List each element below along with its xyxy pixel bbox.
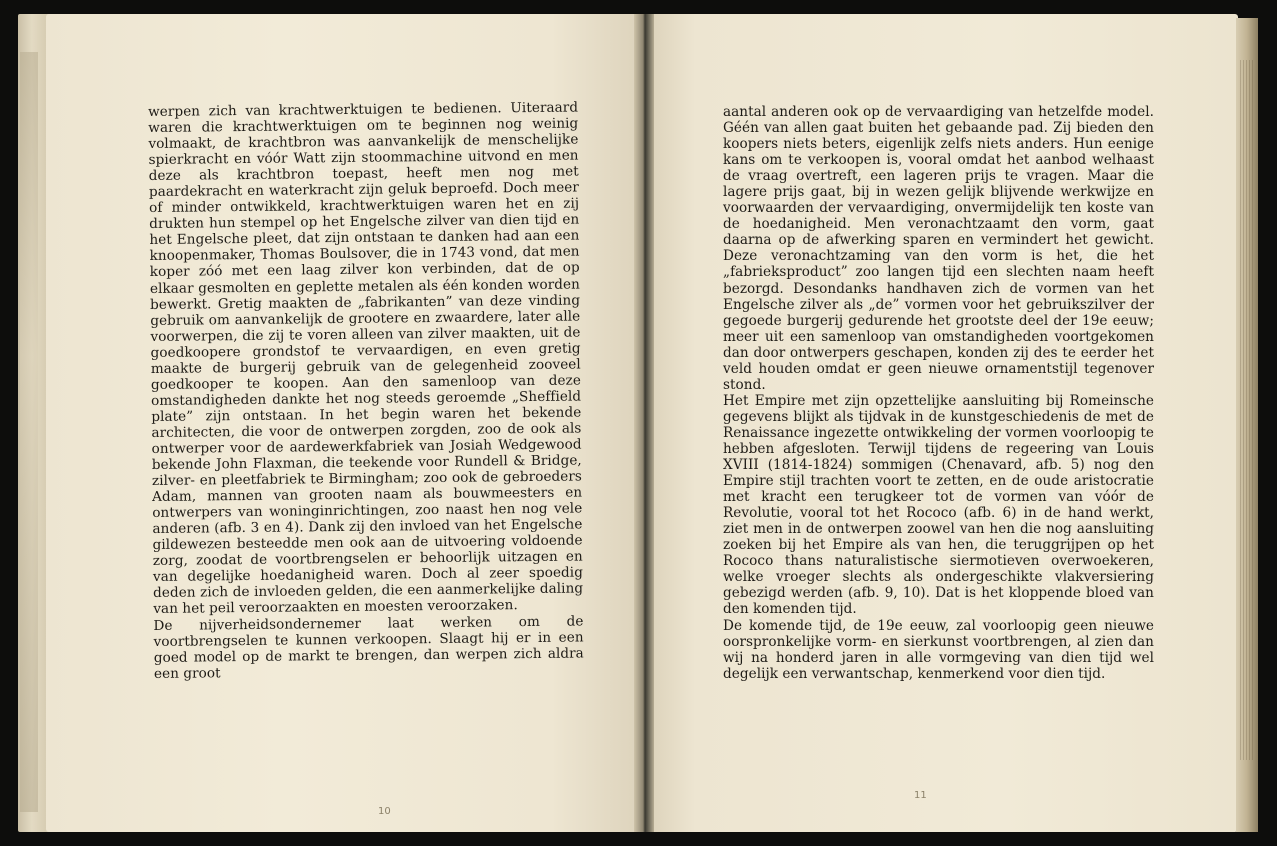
right-paragraph-2: Het Empire met zijn opzettelijke aansluiting bij Romeinsche gegevens blijkt als tijdvak in de kunstgeschiedenis de met de Renaissance ingezette ontwikkeling der vormen voorloopig te hebben afgesloten. Terwijl tijdens de regeering van Louis XVIII (1814-1824) sommigen (Chenavard, afb. 5) nog den Empire stijl trachten voort te zetten, en de oude aristocratie met kracht een terugkeer tot de vormen van vóór de Revolutie, vooral tot het Rococo (afb. 6) in de hand werkt, ziet men in de ontwerpen zoowel van hen die nog aansluiting zoeken bij het Empire als van hen, die teruggrijpen op het Rococo thans naturalistische siermotieven overwoekeren, welke vroeger slechts als ondergeschikte vlakversiering gebezigd werden (afb. 9, 10). Dat is het kloppende bloed van den komenden tijd. bbox=[723, 392, 1154, 618]
right-page-text bbox=[723, 104, 1154, 682]
page-stack-right bbox=[1240, 60, 1254, 760]
book-gutter bbox=[634, 14, 654, 832]
page-stack-left bbox=[20, 52, 38, 812]
right-paragraph-1: aantal anderen ook op de vervaardiging van hetzelfde model. Géén van allen gaat buiten het gebaande pad. Zij bieden den koopers niets beters, eigenlijk zelfs niets anders. Hun eenige kans om te verkoopen is, vooral omdat het aanbod welhaast de vraag overtreft, een lageren prijs te vragen. Maar die lagere prijs gaat, bij in wezen gelijk blijvende werkwijze en voorwaarden der vervaardiging, onvermijdelijk ten koste van de hoedanigheid. Men veronachtzaamt den vorm, gaat daarna op de afwerking sparen en vermindert het gewicht. Deze veronachtzaming van den vorm is het, die het „fabrieksproduct” zoo langen tijd een slechten naam heeft bezorgd. Desondanks handhaven zich de vormen van het Engelsche zilver als „de” vormen voor het gebruikszilver der gegoede burgerij gedurende het grootste deel der 19e eeuw; meer uit een samenloop van omstandigheden voortgekomen dan door ontwerpers geschapen, konden zij des te eerder het veld houden omdat er geen nieuwe ornamentstijl tegenover stond. bbox=[723, 104, 1154, 393]
left-page-text bbox=[148, 99, 584, 681]
left-paragraph-1: werpen zich van krachtwerktuigen te bedienen. Uiteraard waren die krachtwerktuigen om te beginnen nog weinig volmaakt, de krachtbron was aanvankelijk de menschelijke spierkracht en vóór Watt zijn stoommachine uitvond en men deze als krachtbron toepast, heeft men nog met paardekracht en waterkracht zijn geluk beproefd. Doch meer of minder ontwikkeld, krachtwerktuigen waren het en zij drukten hun stempel op het Engelsche zilver van dien tijd en het Engelsche pleet, dat zijn ontstaan te danken had aan een knoopenmaker, Thomas Boulsover, die in 1743 vond, dat men koper zóó met een laag zilver kon verbinden, dat de op elkaar gesmolten en geplette metalen als één konden worden bewerkt. Gretig maakten de „fabrikanten” van deze vinding gebruik om aanvankelijk de grootere en zwaardere, later alle voorwerpen, die zij te voren alleen van zilver maakten, uit de goedkoopere grondstof te vervaardigen, en even gretig maakte de burgerij gebruik van de gelegenheid zooveel goedkooper te koopen. Aan den samenloop van deze omstandigheden dankte het nog steeds geroemde „Sheffield plate” zijn ontstaan. In het begin waren het bekende architecten, die voor de ontwerpen zorgden, zoo de ook als ontwerper voor de aardewerkfabriek van Josiah Wedgewood bekende John Flaxman, die teekende voor Rundell & Bridge, zilver- en pleetfabriek te Birmingham; zoo ook de gebroeders Adam, mannen van grooten naam als bouwmeesters en ontwerpers van woninginrichtingen, zoo naast hen nog vele anderen (afb. 3 en 4). Dank zij den invloed van het Engelsche gildewezen besteedde men ook aan de uitvoering voldoende zorg, zoodat de voortbrengselen er behoorlijk uitzagen en van degelijke hoedanigheid waren. Doch al zeer spoedig deden zich de invloeden gelden, die een aanmerkelijke daling van het peil veroorzaakten en moesten veroorzaken. bbox=[148, 99, 584, 618]
page-number-left: 10 bbox=[378, 806, 391, 817]
right-paragraph-3: De komende tijd, de 19e eeuw, zal voorloopig geen nieuwe oorspronkelijke vorm- en sierkunst voortbrengen, al zien dan wij na honderd jaren in alle vormgeving van dien tijd wel degelijk een verwantschap, kenmerkend voor dien tijd. bbox=[723, 617, 1154, 682]
left-paragraph-2: De nijverheidsondernemer laat werken om de voortbrengselen te kunnen verkoopen. Slaagt hij er in een goed model op de markt te brengen, dan werpen zich aldra een groot bbox=[153, 612, 584, 682]
page-number-right: 11 bbox=[914, 790, 927, 801]
